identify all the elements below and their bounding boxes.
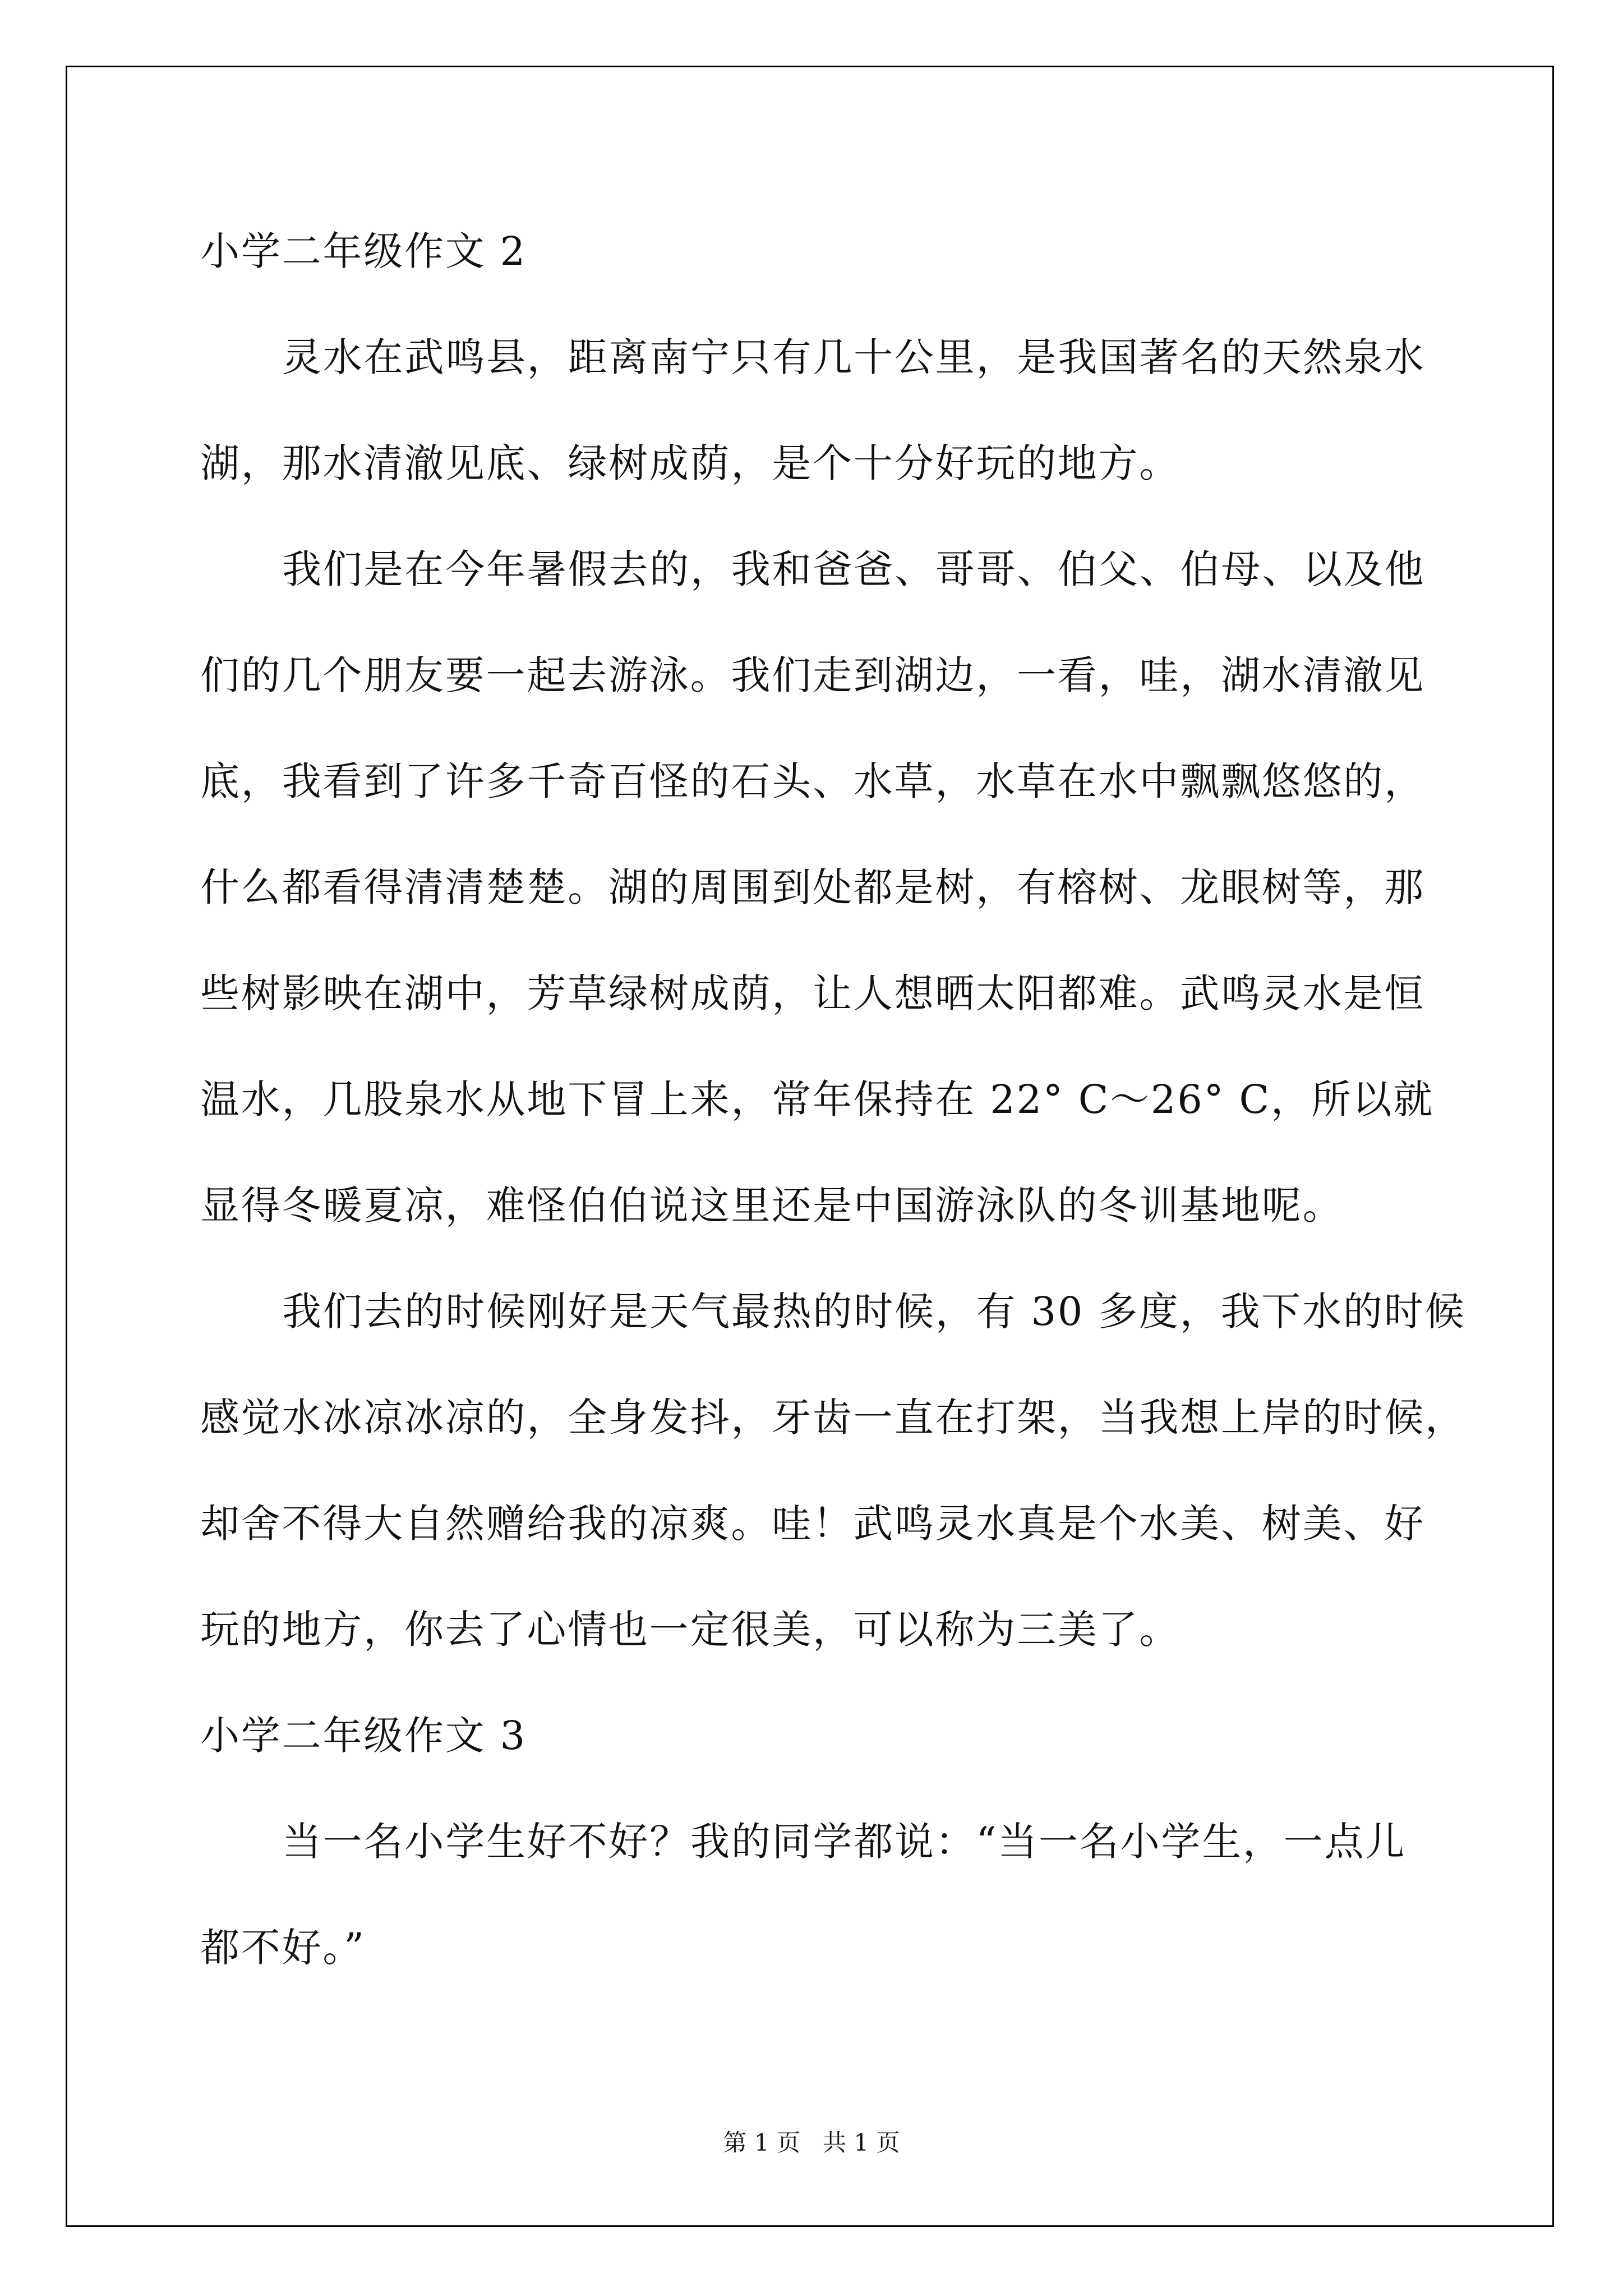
text-line: 什么都看得清清楚楚。湖的周围到处都是树，有榕树、龙眼树等，那 (200, 864, 1425, 910)
text-line: 当一名小学生好不好？我的同学都说：“当一名小学生，一点儿 (282, 1819, 1407, 1865)
text-line: 底，我看到了许多千奇百怪的石头、水草，水草在水中飘飘悠悠的， (200, 758, 1425, 804)
page-footer: 第 1 页 共 1 页 (723, 2129, 900, 2156)
text-line: 显得冬暖夏凉，难怪伯伯说这里还是中国游泳队的冬训基地呢。 (200, 1182, 1344, 1228)
section-heading: 小学二年级作文 2 (200, 228, 527, 274)
section-heading: 小学二年级作文 3 (200, 1713, 527, 1759)
paragraph (200, 1259, 1513, 1683)
document-body (200, 199, 1513, 2001)
text-line: 玩的地方，你去了心情也一定很美，可以称为三美了。 (200, 1607, 1181, 1653)
text-line: 温水，几股泉水从地下冒上来，常年保持在 22° C～26° C，所以就 (200, 1076, 1435, 1122)
text-line: 都不好。” (200, 1925, 366, 1971)
paragraph (200, 1789, 1513, 2001)
text-line: 些树影映在湖中，芳草绿树成荫，让人想晒太阳都难。武鸣灵水是恒 (200, 970, 1425, 1016)
text-line: 们的几个朋友要一起去游泳。我们走到湖边，一看，哇，湖水清澈见 (200, 652, 1425, 698)
text-line: 湖，那水清澈见底、绿树成荫，是个十分好玩的地方。 (200, 440, 1181, 486)
text-line: 我们去的时候刚好是天气最热的时候，有 30 多度，我下水的时候 (282, 1289, 1466, 1335)
text-line: 我们是在今年暑假去的，我和爸爸、哥哥、伯父、伯母、以及他 (282, 546, 1426, 592)
paragraph (200, 517, 1513, 1259)
paragraph (200, 305, 1513, 517)
text-line: 却舍不得大自然赠给我的凉爽。哇！武鸣灵水真是个水美、树美、好 (200, 1501, 1425, 1547)
text-line: 感觉水冰凉冰凉的，全身发抖，牙齿一直在打架，当我想上岸的时候， (200, 1395, 1466, 1441)
text-line: 灵水在武鸣县，距离南宁只有几十公里，是我国著名的天然泉水 (282, 334, 1426, 380)
